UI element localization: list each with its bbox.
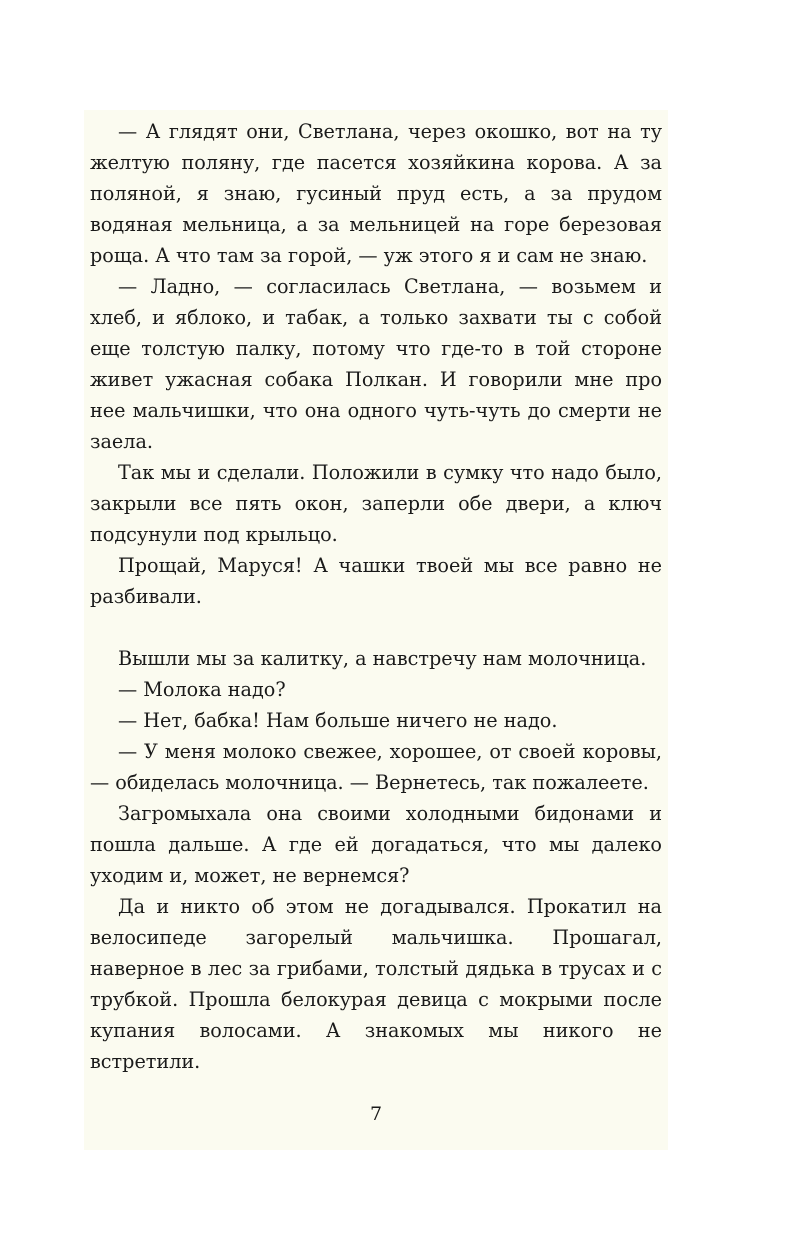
paragraph-2: — Ладно, — согласилась Светлана, — возьмем и хлеб, и яблоко, и табак, а только захвати ты с собой еще толстую палку, потому что где-то в той стороне живет ужасная собака Полкан. И говорили мне про нее мальчишки, что она одного чуть-чуть до смерти не заела. — [90, 275, 662, 453]
paragraph-8: — У меня молоко свежее, хорошее, от своей коровы, — обиделась молочница. — Вернетесь, так пожалеете. — [90, 740, 662, 794]
page-number: 7 — [369, 1103, 383, 1125]
paragraph-6: — Молока надо? — [118, 678, 286, 701]
page-body — [84, 116, 668, 1077]
paragraph-10: Да и никто об этом не догадывался. Прокатил на велосипеде загорелый мальчишка. Прошагал, наверное в лес за грибами, толстый дядька в трусах и с трубкой. Прошла белокурая девица с мокрыми после купания волосами. А знакомых мы никого не встретили. — [90, 895, 662, 1073]
paragraph-4: Прощай, Маруся! А чашки твоей мы все равно не разбивали. — [90, 554, 662, 608]
paragraph-3: Так мы и сделали. Положили в сумку что надо было, закрыли все пять окон, заперли обе двери, а ключ подсунули под крыльцо. — [90, 461, 662, 546]
paragraph-5: Вышли мы за калитку, а навстречу нам молочница. — [118, 647, 647, 670]
paragraph-7: — Нет, бабка! Нам больше ничего не надо. — [118, 709, 558, 732]
section-break — [90, 612, 662, 643]
paragraph-1: — А глядят они, Светлана, через окошко, вот на ту желтую поляну, где пасется хозяйкина корова. А за поляной, я знаю, гусиный пруд есть, а за прудом водяная мельница, а за мельницей на горе березовая роща. А что там за горой, — уж этого я и сам не знаю. — [90, 120, 662, 267]
paragraph-9: Загромыхала она своими холодными бидонами и пошла дальше. А где ей догадаться, что мы далеко уходим и, может, не вернемся? — [90, 802, 662, 887]
page-text-block — [84, 110, 668, 1150]
